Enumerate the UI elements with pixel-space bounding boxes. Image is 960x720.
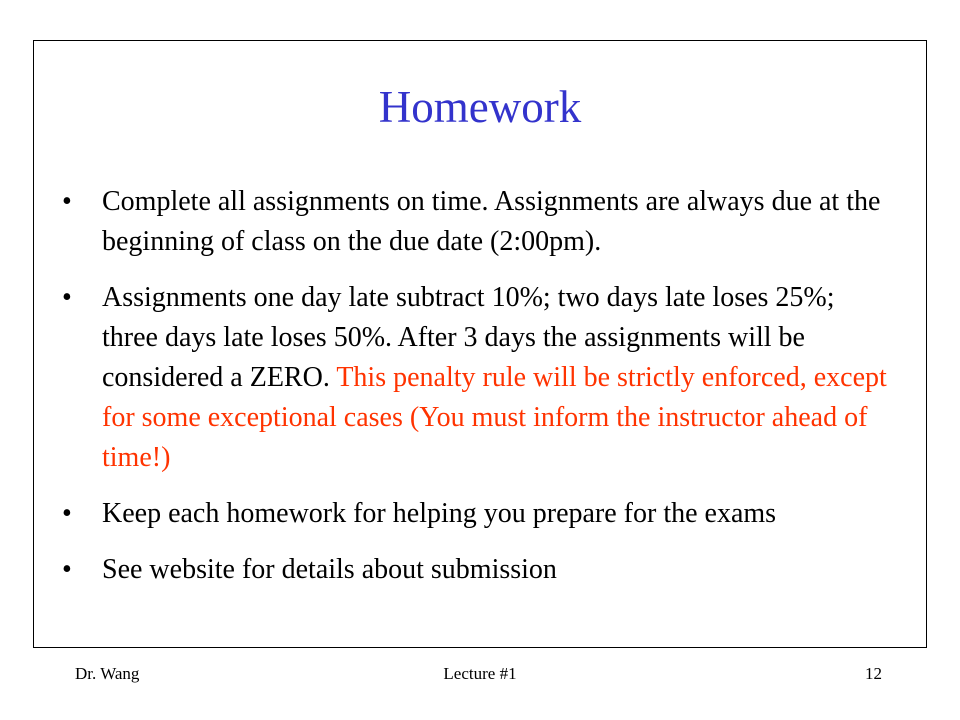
bullet-text: See website for details about submission: [102, 554, 557, 585]
footer-lecture: Lecture #1: [443, 664, 517, 683]
bullet-item-4: [62, 550, 892, 590]
footer-author: Dr. Wang: [75, 664, 140, 683]
bullet-item-3: [62, 494, 892, 534]
penalty-warning-text: This penalty rule will be strictly enforced, except for some exceptional cases (You must inform the instructor ahead of time!): [102, 362, 887, 473]
bullet-text: Complete all assignments on time. Assignments are always due at the beginning of class on the due date (2:00pm).: [102, 186, 881, 257]
bullet-item-1: [62, 182, 892, 262]
bullet-text: Assignments one day late subtract 10%; two days late loses 25%; three days late loses 50%. After 3 days the assignments will be considered a ZERO.: [102, 282, 835, 393]
bullet-list: [62, 182, 892, 606]
slide-title: Homework: [378, 82, 582, 132]
bullet-text: Keep each homework for helping you prepare for the exams: [102, 498, 777, 529]
bullet-item-2: [62, 278, 892, 478]
footer-page-number: 12: [865, 664, 882, 683]
bullet-icon: •: [62, 186, 72, 217]
bullet-icon: •: [62, 498, 72, 529]
bullet-icon: •: [62, 554, 72, 585]
bullet-icon: •: [62, 282, 72, 313]
